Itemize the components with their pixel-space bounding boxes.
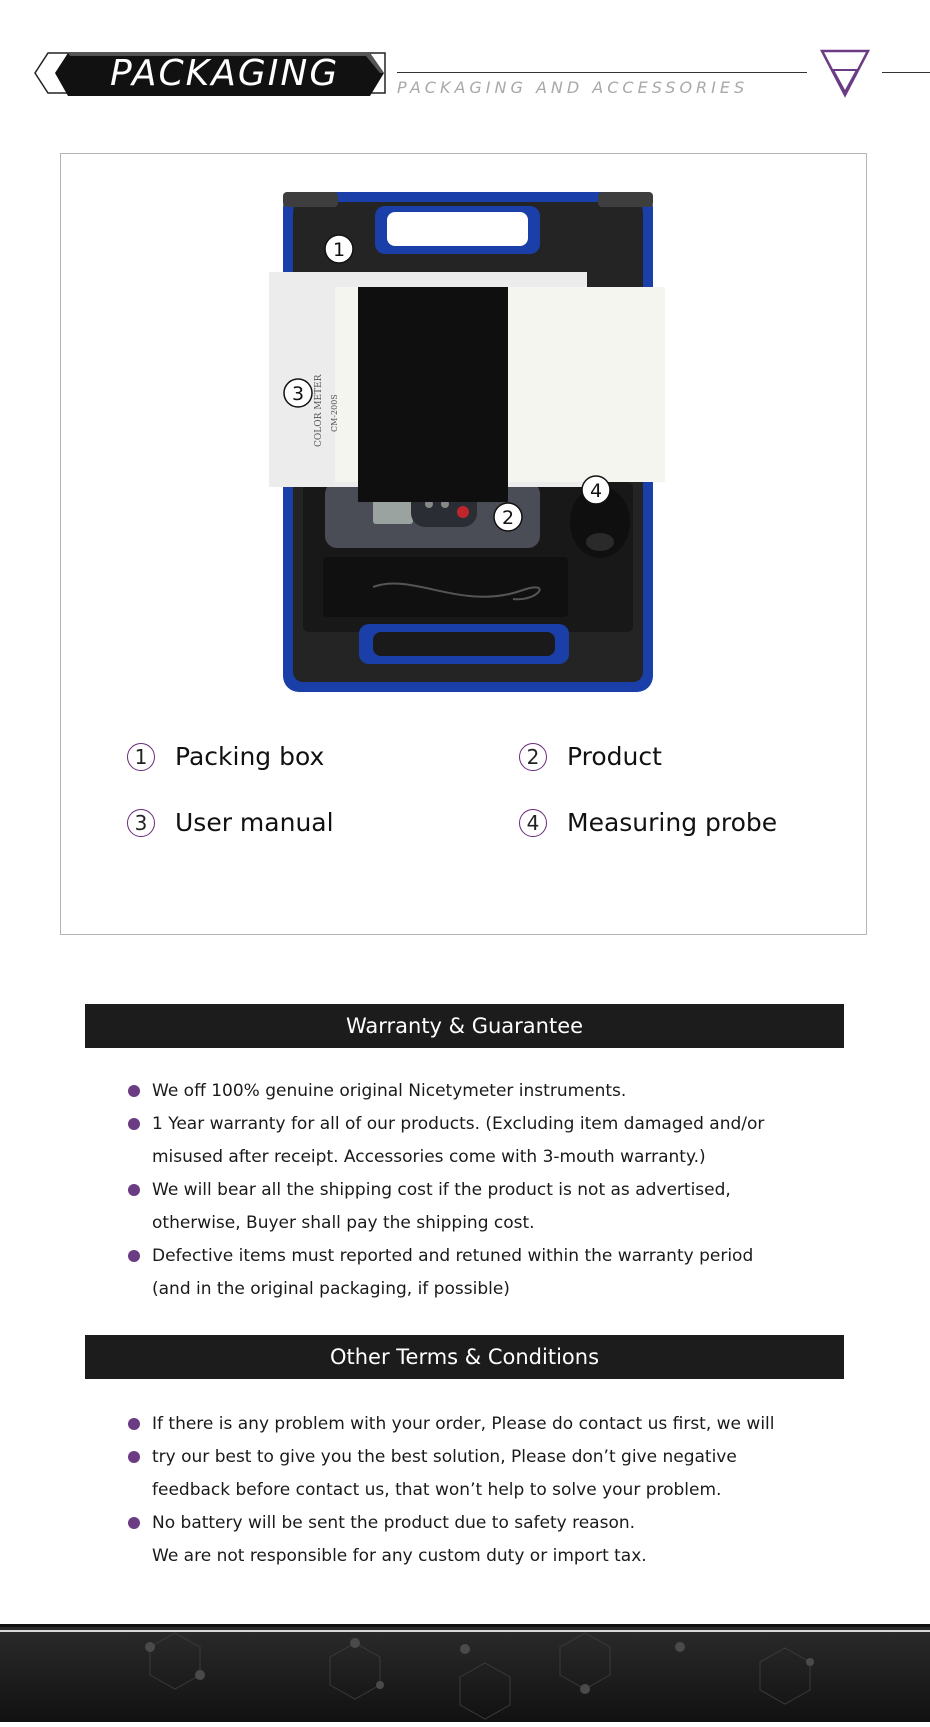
page-title: PACKAGING xyxy=(110,53,340,94)
bullet-icon xyxy=(128,1184,140,1196)
terms-heading: Other Terms & Conditions xyxy=(85,1335,844,1379)
svg-text:COLOR METER: COLOR METER xyxy=(314,374,324,447)
bullet-icon xyxy=(128,1517,140,1529)
packaging-photo xyxy=(263,192,673,707)
legend-label: Product xyxy=(567,742,662,771)
legend-label: User manual xyxy=(175,808,334,837)
footer-divider xyxy=(0,1630,930,1632)
page-header xyxy=(0,0,930,120)
list-item: Defective items must reported and retuned within the warranty period xyxy=(128,1240,828,1273)
legend-number: 2 xyxy=(519,743,547,771)
list-item-continued: otherwise, Buyer shall pay the shipping cost. xyxy=(152,1213,535,1233)
list-item-continued: We are not responsible for any custom duty or import tax. xyxy=(152,1546,647,1566)
bullet-icon xyxy=(128,1118,140,1130)
bullet-icon xyxy=(128,1451,140,1463)
list-item-continued: feedback before contact us, that won’t help to solve your problem. xyxy=(152,1480,722,1500)
list-item: 1 Year warranty for all of our products. (Excluding item damaged and/or xyxy=(128,1108,828,1141)
svg-text:CM-200S: CM-200S xyxy=(330,394,339,432)
warranty-heading: Warranty & Guarantee xyxy=(85,1004,844,1048)
svg-text:2: 2 xyxy=(501,507,515,529)
list-item: If there is any problem with your order, Please do contact us first, we will xyxy=(128,1408,828,1441)
legend-item xyxy=(519,742,662,771)
list-item: We off 100% genuine original Nicetymeter instruments. xyxy=(128,1075,828,1108)
terms-list xyxy=(128,1408,828,1573)
legend-label: Packing box xyxy=(175,742,325,771)
legend-item xyxy=(519,808,777,837)
list-item: We will bear all the shipping cost if the product is not as advertised, xyxy=(128,1174,828,1207)
packaging-card xyxy=(60,153,867,935)
legend-item xyxy=(127,808,334,837)
list-item: try our best to give you the best solution, Please don’t give negative xyxy=(128,1441,828,1474)
callout-1 xyxy=(325,235,353,263)
bullet-icon xyxy=(128,1250,140,1262)
callout-3 xyxy=(284,379,312,407)
warranty-list xyxy=(128,1075,828,1306)
legend-number: 1 xyxy=(127,743,155,771)
legend-number: 3 xyxy=(127,809,155,837)
callout-2 xyxy=(494,503,522,531)
bullet-icon xyxy=(128,1418,140,1430)
hexagon-pattern xyxy=(0,1627,930,1722)
legend-label: Measuring probe xyxy=(567,808,778,837)
svg-text:4: 4 xyxy=(589,480,603,502)
svg-text:1: 1 xyxy=(332,239,346,261)
footer-banner xyxy=(0,1624,930,1722)
list-item-continued: misused after receipt. Accessories come with 3-mouth warranty.) xyxy=(152,1147,706,1167)
list-item-continued: (and in the original packaging, if possible) xyxy=(152,1279,510,1299)
header-divider xyxy=(397,72,807,73)
list-item: No battery will be sent the product due to safety reason. xyxy=(128,1507,828,1540)
callout-4 xyxy=(582,476,610,504)
header-divider-right xyxy=(882,72,930,73)
svg-text:3: 3 xyxy=(291,383,305,405)
legend-item xyxy=(127,742,324,771)
legend-number: 4 xyxy=(519,809,547,837)
bullet-icon xyxy=(128,1085,140,1097)
page-subtitle: PACKAGING AND ACCESSORIES xyxy=(397,78,749,97)
triangle-logo-icon xyxy=(820,48,870,98)
